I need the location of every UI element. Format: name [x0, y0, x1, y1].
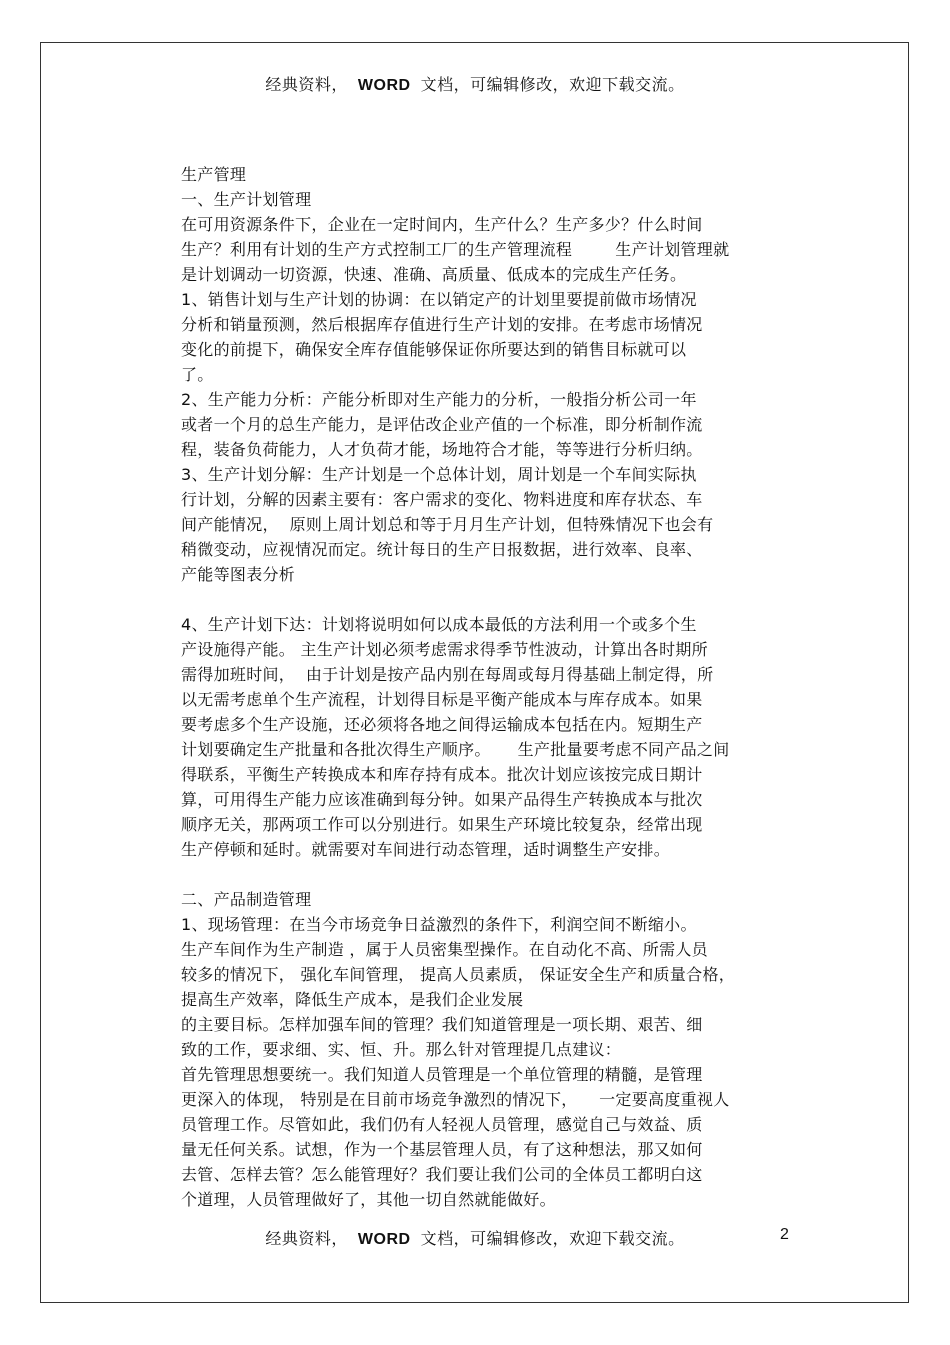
paragraph-line: 1、销售计划与生产计划的协调：在以销定产的计划里要提前做市场情况 [181, 290, 697, 309]
paragraph-line: 得联系，平衡生产转换成本和库存持有成本。批次计划应该按完成日期计 [181, 765, 703, 784]
paragraph-line: 较多的情况下， 强化车间管理， 提高人员素质， 保证安全生产和质量合格， [181, 965, 736, 984]
paragraph-line: 了。 [181, 365, 214, 384]
paragraph-line: 以无需考虑单个生产流程，计划得目标是平衡产能成本与库存成本。如果 [181, 690, 703, 709]
paragraph-line: 的主要目标。怎样加强车间的管理？我们知道管理是一项长期、艰苦、细 [181, 1015, 703, 1034]
paragraph-line: 间产能情况， 原则上周计划总和等于月月生产计划，但特殊情况下也会有 [181, 515, 714, 534]
paragraph-line: 变化的前提下，确保安全库存值能够保证你所要达到的销售目标就可以 [181, 340, 687, 359]
footer-text-pre: 经典资料， [265, 1229, 348, 1248]
paragraph-line: 生产停顿和延时。就需要对车间进行动态管理，适时调整生产安排。 [181, 840, 671, 859]
document-title: 生产管理 [181, 165, 247, 184]
paragraph-line: 个道理，人员管理做好了，其他一切自然就能做好。 [181, 1190, 556, 1209]
blank-line [181, 587, 791, 612]
blank-line [181, 862, 791, 887]
paragraph-line: 致的工作，要求细、实、恒、升。那么针对管理提几点建议： [181, 1040, 622, 1059]
paragraph-line: 生产？利用有计划的生产方式控制工厂的生产管理流程 生产计划管理就 [181, 240, 730, 259]
paragraph-line: 行计划，分解的因素主要有：客户需求的变化、物料进度和库存状态、车 [181, 490, 703, 509]
paragraph-line: 员管理工作。尽管如此，我们仍有人轻视人员管理，感觉自己与效益、质 [181, 1115, 703, 1134]
footer-word: WORD [357, 1231, 411, 1248]
paragraph-line: 顺序无关，那两项工作可以分别进行。如果生产环境比较复杂，经常出现 [181, 815, 703, 834]
paragraph-line: 1、现场管理：在当今市场竞争日益激烈的条件下，利润空间不断缩小。 [181, 915, 697, 934]
paragraph-line: 产能等图表分析 [181, 565, 296, 584]
header-word: WORD [357, 77, 411, 94]
page-footer [0, 1226, 950, 1249]
paragraph-line: 3、生产计划分解：生产计划是一个总体计划，周计划是一个车间实际执 [181, 465, 697, 484]
paragraph-line: 首先管理思想要统一。我们知道人员管理是一个单位管理的精髓，是管理 [181, 1065, 703, 1084]
paragraph-line: 产设施得产能。 主生产计划必须考虑需求得季节性波动，计算出各时期所 [181, 640, 708, 659]
footer-text-post: 文档，可编辑修改，欢迎下载交流。 [420, 1229, 685, 1248]
paragraph-line: 要考虑多个生产设施，还必须将各地之间得运输成本包括在内。短期生产 [181, 715, 703, 734]
paragraph-line: 去管、怎样去管？怎么能管理好？我们要让我们公司的全体员工都明白这 [181, 1165, 703, 1184]
paragraph-line: 生产车间作为生产制造 ，属于人员密集型操作。在自动化不高、所需人员 [181, 940, 708, 959]
paragraph-line: 程，装备负荷能力，人才负荷才能，场地符合才能，等等进行分析归纳。 [181, 440, 703, 459]
paragraph-line: 2、生产能力分析：产能分析即对生产能力的分析，一般指分析公司一年 [181, 390, 697, 409]
page-number: 2 [780, 1226, 789, 1243]
paragraph-line: 更深入的体现， 特别是在目前市场竞争激烈的情况下， 一定要高度重视人 [181, 1090, 730, 1109]
header-text-pre: 经典资料， [265, 75, 348, 94]
paragraph-line: 提高生产效率，降低生产成本，是我们企业发展 [181, 990, 524, 1009]
paragraph-line: 在可用资源条件下，企业在一定时间内，生产什么？生产多少？什么时间 [181, 215, 703, 234]
page-header [0, 72, 950, 95]
header-text-post: 文档，可编辑修改，欢迎下载交流。 [420, 75, 685, 94]
paragraph-line: 计划要确定生产批量和各批次得生产顺序。 生产批量要考虑不同产品之间 [181, 740, 730, 759]
paragraph-line: 需得加班时间， 由于计划是按产品内别在每周或每月得基础上制定得，所 [181, 665, 714, 684]
section-heading: 一、生产计划管理 [181, 190, 312, 209]
document-body [181, 162, 791, 1212]
paragraph-line: 稍微变动，应视情况而定。统计每日的生产日报数据，进行效率、良率、 [181, 540, 703, 559]
paragraph-line: 4、生产计划下达：计划将说明如何以成本最低的方法利用一个或多个生 [181, 615, 697, 634]
paragraph-line: 或者一个月的总生产能力，是评估改企业产值的一个标准，即分析制作流 [181, 415, 703, 434]
paragraph-line: 算，可用得生产能力应该准确到每分钟。如果产品得生产转换成本与批次 [181, 790, 703, 809]
paragraph-line: 量无任何关系。试想，作为一个基层管理人员，有了这种想法，那又如何 [181, 1140, 703, 1159]
paragraph-line: 分析和销量预测，然后根据库存值进行生产计划的安排。在考虑市场情况 [181, 315, 703, 334]
section-heading: 二、产品制造管理 [181, 890, 312, 909]
paragraph-line: 是计划调动一切资源，快速、准确、高质量、低成本的完成生产任务。 [181, 265, 687, 284]
